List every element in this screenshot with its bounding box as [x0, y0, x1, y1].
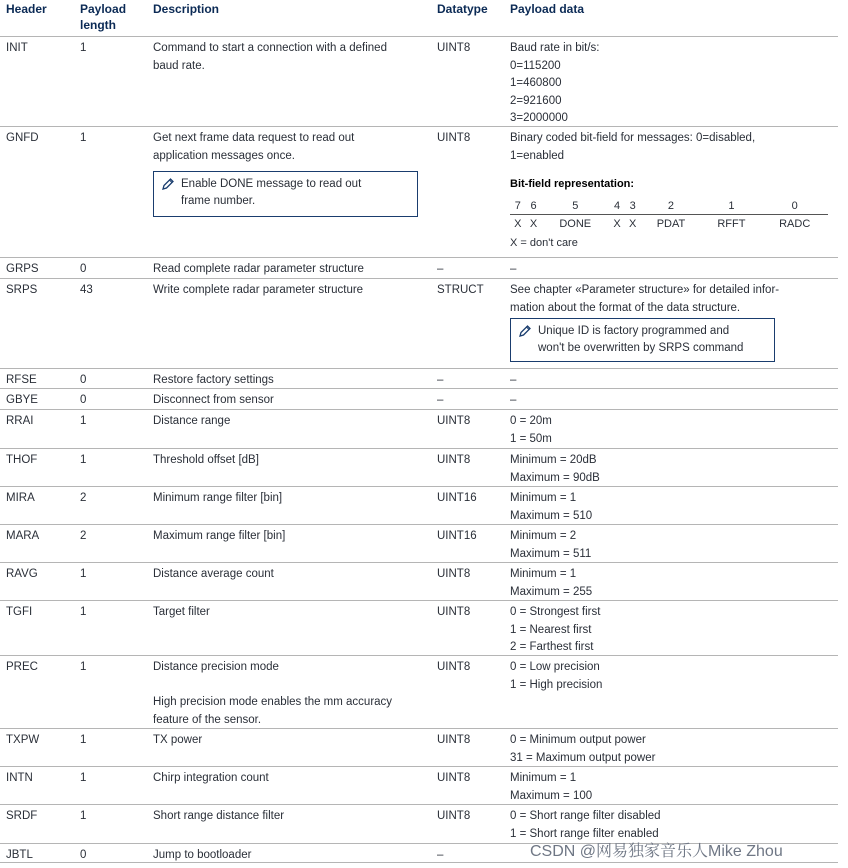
cell-payload-data [510, 452, 600, 487]
cell-payload-length: 1 [80, 772, 87, 784]
bit-number: 1 [701, 197, 761, 215]
text-line: Minimum range filter [bin] [153, 492, 283, 504]
text-line: Maximum = 90dB [510, 471, 600, 484]
cell-payload-length: 1 [80, 42, 87, 54]
cell-description [153, 282, 363, 300]
cell-datatype: UINT8 [437, 810, 471, 822]
text-line: 1 = Nearest first [510, 623, 592, 636]
cell-payload-data [510, 566, 592, 601]
cell-payload-length: 1 [80, 132, 87, 144]
table-row [0, 728, 838, 767]
cell-header: RFSE [6, 374, 37, 386]
cell-header: RRAI [6, 415, 34, 427]
cell-header: INIT [6, 42, 28, 54]
table-row [0, 278, 838, 369]
cell-header: RAVG [6, 568, 38, 580]
cell-description [153, 372, 274, 390]
cell-header: GNFD [6, 132, 39, 144]
cell-header: TXPW [6, 734, 40, 746]
cell-header: MARA [6, 530, 40, 542]
table-bottom-rule [0, 862, 838, 863]
cell-description [153, 392, 274, 410]
table-row [0, 486, 838, 525]
cell-payload-data [510, 261, 516, 279]
text-line: Minimum = 1 [510, 568, 577, 580]
cell-payload-data [510, 372, 516, 390]
cell-description [153, 261, 364, 279]
note-box [510, 318, 775, 362]
text-line: Threshold offset [dB] [153, 454, 259, 466]
text-line: Target filter [153, 606, 210, 618]
col-header-payload-data: Payload data [510, 2, 585, 16]
text-line: Disconnect from sensor [153, 394, 274, 406]
table-row [0, 448, 838, 487]
cell-payload-length: 1 [80, 661, 87, 673]
text-line: Enable DONE message to read out [181, 178, 362, 190]
text-line: Read complete radar parameter structure [153, 263, 364, 275]
table-row [0, 600, 838, 656]
text-line: 0 = Short range filter disabled [510, 810, 661, 822]
cell-datatype: UINT8 [437, 42, 471, 54]
text-line: 31 = Maximum output power [510, 751, 656, 764]
bit-value: X [514, 217, 522, 230]
cell-datatype: – [437, 849, 444, 861]
cell-header: THOF [6, 454, 38, 466]
bit-number: 7 [510, 197, 526, 215]
text-line: Get next frame data request to read out [153, 132, 355, 144]
text-line: application messages once. [153, 149, 295, 162]
text-line: 1 = High precision [510, 678, 603, 691]
bit-value: X [629, 217, 637, 230]
text-line: frame number. [181, 195, 256, 207]
cell-payload-data [510, 659, 602, 694]
text-line: TX power [153, 734, 203, 746]
cell-payload-data [510, 413, 552, 448]
text-line: 0 = 20m [510, 415, 552, 427]
cell-datatype: UINT8 [437, 132, 471, 144]
cell-datatype: STRUCT [437, 284, 484, 296]
cell-payload-length: 0 [80, 849, 87, 861]
note-text [538, 325, 743, 354]
text-line: – [510, 263, 517, 275]
cell-payload-length: 1 [80, 734, 87, 746]
bit-number: 2 [641, 197, 702, 215]
cell-description [153, 490, 282, 508]
text-line: Distance range [153, 415, 231, 427]
cell-description [153, 732, 202, 750]
cell-datatype: UINT8 [437, 734, 471, 746]
bitfield-bits-row [510, 197, 828, 215]
cell-payload-length: 2 [80, 530, 87, 542]
text-line: 0 = Strongest first [510, 606, 601, 618]
text-line: Restore factory settings [153, 374, 274, 386]
text-line: 2 = Farthest first [510, 641, 594, 653]
col-header-payload-length: Payload length [80, 2, 127, 32]
cell-description [153, 604, 210, 622]
cell-payload-data [510, 770, 592, 805]
cell-header: SRPS [6, 284, 38, 296]
cell-payload-length: 43 [80, 284, 93, 296]
cell-header: GRPS [6, 263, 39, 275]
text-line: 0 = Minimum output power [510, 734, 646, 746]
text-line: 3=2000000 [510, 112, 568, 124]
cell-header: PREC [6, 661, 38, 673]
cell-datatype: UINT8 [437, 415, 471, 427]
text-line: feature of the sensor. [153, 713, 262, 726]
text-line: won't be overwritten by SRPS command [538, 342, 744, 354]
table-row [0, 766, 838, 805]
cell-description [153, 808, 284, 826]
cell-payload-data [510, 130, 755, 165]
cell-datatype: UINT8 [437, 661, 471, 673]
text-line: Minimum = 1 [510, 492, 577, 504]
cell-payload-length: 0 [80, 394, 87, 406]
text-line: See chapter «Parameter structure» for detailed infor- [510, 284, 780, 296]
text-line: – [510, 374, 517, 386]
cell-description [153, 528, 285, 546]
cell-description [153, 413, 230, 431]
table-row [0, 562, 838, 601]
cell-payload-length: 1 [80, 415, 87, 427]
text-line: 0 = Low precision [510, 661, 600, 673]
cell-datatype: UINT8 [437, 606, 471, 618]
cell-payload-length: 1 [80, 810, 87, 822]
text-line: Distance precision mode [153, 661, 279, 673]
cell-payload-length: 2 [80, 492, 87, 504]
cell-datatype: – [437, 263, 444, 275]
text-line: Minimum = 20dB [510, 454, 597, 466]
cell-datatype: UINT16 [437, 530, 477, 542]
table-row [0, 36, 838, 127]
table-row [0, 368, 838, 389]
text-line: Baud rate in bit/s: [510, 42, 600, 54]
cell-payload-length: 1 [80, 606, 87, 618]
text-line: Unique ID is factory programmed and [538, 325, 730, 337]
text-line: Write complete radar parameter structure [153, 284, 364, 296]
cell-header: GBYE [6, 394, 38, 406]
cell-payload-length: 1 [80, 568, 87, 580]
cell-description [153, 40, 387, 75]
text-line: Short range distance filter [153, 810, 285, 822]
cell-datatype: UINT8 [437, 454, 471, 466]
table-row [0, 257, 838, 279]
text-line: Maximum = 255 [510, 585, 593, 598]
bit-value: X [529, 217, 538, 230]
text-line: 1 = 50m [510, 432, 552, 445]
cell-datatype: UINT8 [437, 568, 471, 580]
text-line: Command to start a connection with a defined [153, 42, 387, 54]
bitfield-footnote: X = don't care [510, 237, 578, 249]
cell-description [153, 130, 354, 165]
text-line: High precision mode enables the mm accuracy [153, 696, 393, 708]
bit-value: DONE [559, 217, 592, 230]
text-line: 1=enabled [510, 149, 565, 162]
table-row [0, 409, 838, 449]
bit-number: 3 [625, 197, 641, 215]
text-line: Maximum = 511 [510, 547, 592, 560]
bitfield-title: Bit-field representation: [510, 178, 635, 190]
cell-header: MIRA [6, 492, 35, 504]
cell-datatype: UINT8 [437, 772, 471, 784]
table-row [0, 524, 838, 563]
bit-value: PDAT [656, 217, 686, 230]
col-header-description: Description [153, 2, 220, 16]
cell-payload-data [510, 40, 600, 128]
table-row [0, 388, 838, 410]
bitfield-table [510, 197, 828, 232]
bitfield-values-row [510, 215, 828, 233]
cell-header: JBTL [6, 849, 33, 861]
text-line: Distance average count [153, 568, 274, 580]
cell-header: INTN [6, 772, 33, 784]
cell-header: SRDF [6, 810, 38, 822]
cell-datatype: – [437, 394, 444, 406]
cell-description [153, 659, 392, 729]
text-line: 2=921600 [510, 94, 562, 107]
cell-datatype: UINT16 [437, 492, 477, 504]
bit-number: 6 [526, 197, 542, 215]
pencil-icon [161, 177, 175, 191]
text-line: – [510, 394, 517, 406]
cell-description [153, 770, 269, 788]
cell-payload-length: 1 [80, 454, 87, 466]
table-row [0, 126, 838, 258]
cell-header: TGFI [6, 606, 33, 618]
bit-number: 0 [761, 197, 828, 215]
text-line: 0=115200 [510, 59, 561, 72]
cell-description [153, 566, 274, 584]
bit-number: 5 [541, 197, 609, 215]
cell-payload-data [510, 732, 655, 767]
cell-payload-length: 0 [80, 263, 87, 275]
cell-datatype: – [437, 374, 444, 386]
text-line: Maximum = 100 [510, 789, 593, 802]
note-text [181, 178, 361, 207]
text-line: Maximum range filter [bin] [153, 530, 286, 542]
table-row [0, 655, 838, 729]
cell-payload-data [510, 528, 591, 563]
pencil-icon [518, 324, 532, 338]
text-line: Minimum = 2 [510, 530, 577, 542]
bit-value: X [613, 217, 621, 230]
cell-payload-data [510, 282, 779, 317]
cell-payload-data [510, 604, 600, 657]
cell-payload-length: 0 [80, 374, 87, 386]
text-line: baud rate. [153, 59, 205, 72]
text-line: Minimum = 1 [510, 772, 577, 784]
cell-description [153, 452, 259, 470]
text-line: Jump to bootloader [153, 849, 252, 861]
text-line: Chirp integration count [153, 772, 269, 784]
col-header-datatype: Datatype [437, 2, 488, 16]
text-line: 1 = Short range filter enabled [510, 827, 659, 840]
text-line: 1=460800 [510, 77, 562, 89]
bit-value: RADC [779, 217, 811, 230]
cell-payload-data [510, 392, 516, 410]
col-header-header: Header [6, 2, 47, 16]
bit-value: RFFT [717, 217, 746, 230]
watermark: CSDN @网易独家音乐人Mike Zhou [530, 843, 783, 860]
table-header [0, 0, 838, 37]
bit-number: 4 [609, 197, 625, 215]
cell-payload-data [510, 490, 592, 525]
text-line: Binary coded bit-field for messages: 0=disabled, [510, 132, 756, 144]
note-box [153, 171, 418, 217]
text-line: mation about the format of the data structure. [510, 301, 741, 314]
text-line: Maximum = 510 [510, 509, 593, 522]
